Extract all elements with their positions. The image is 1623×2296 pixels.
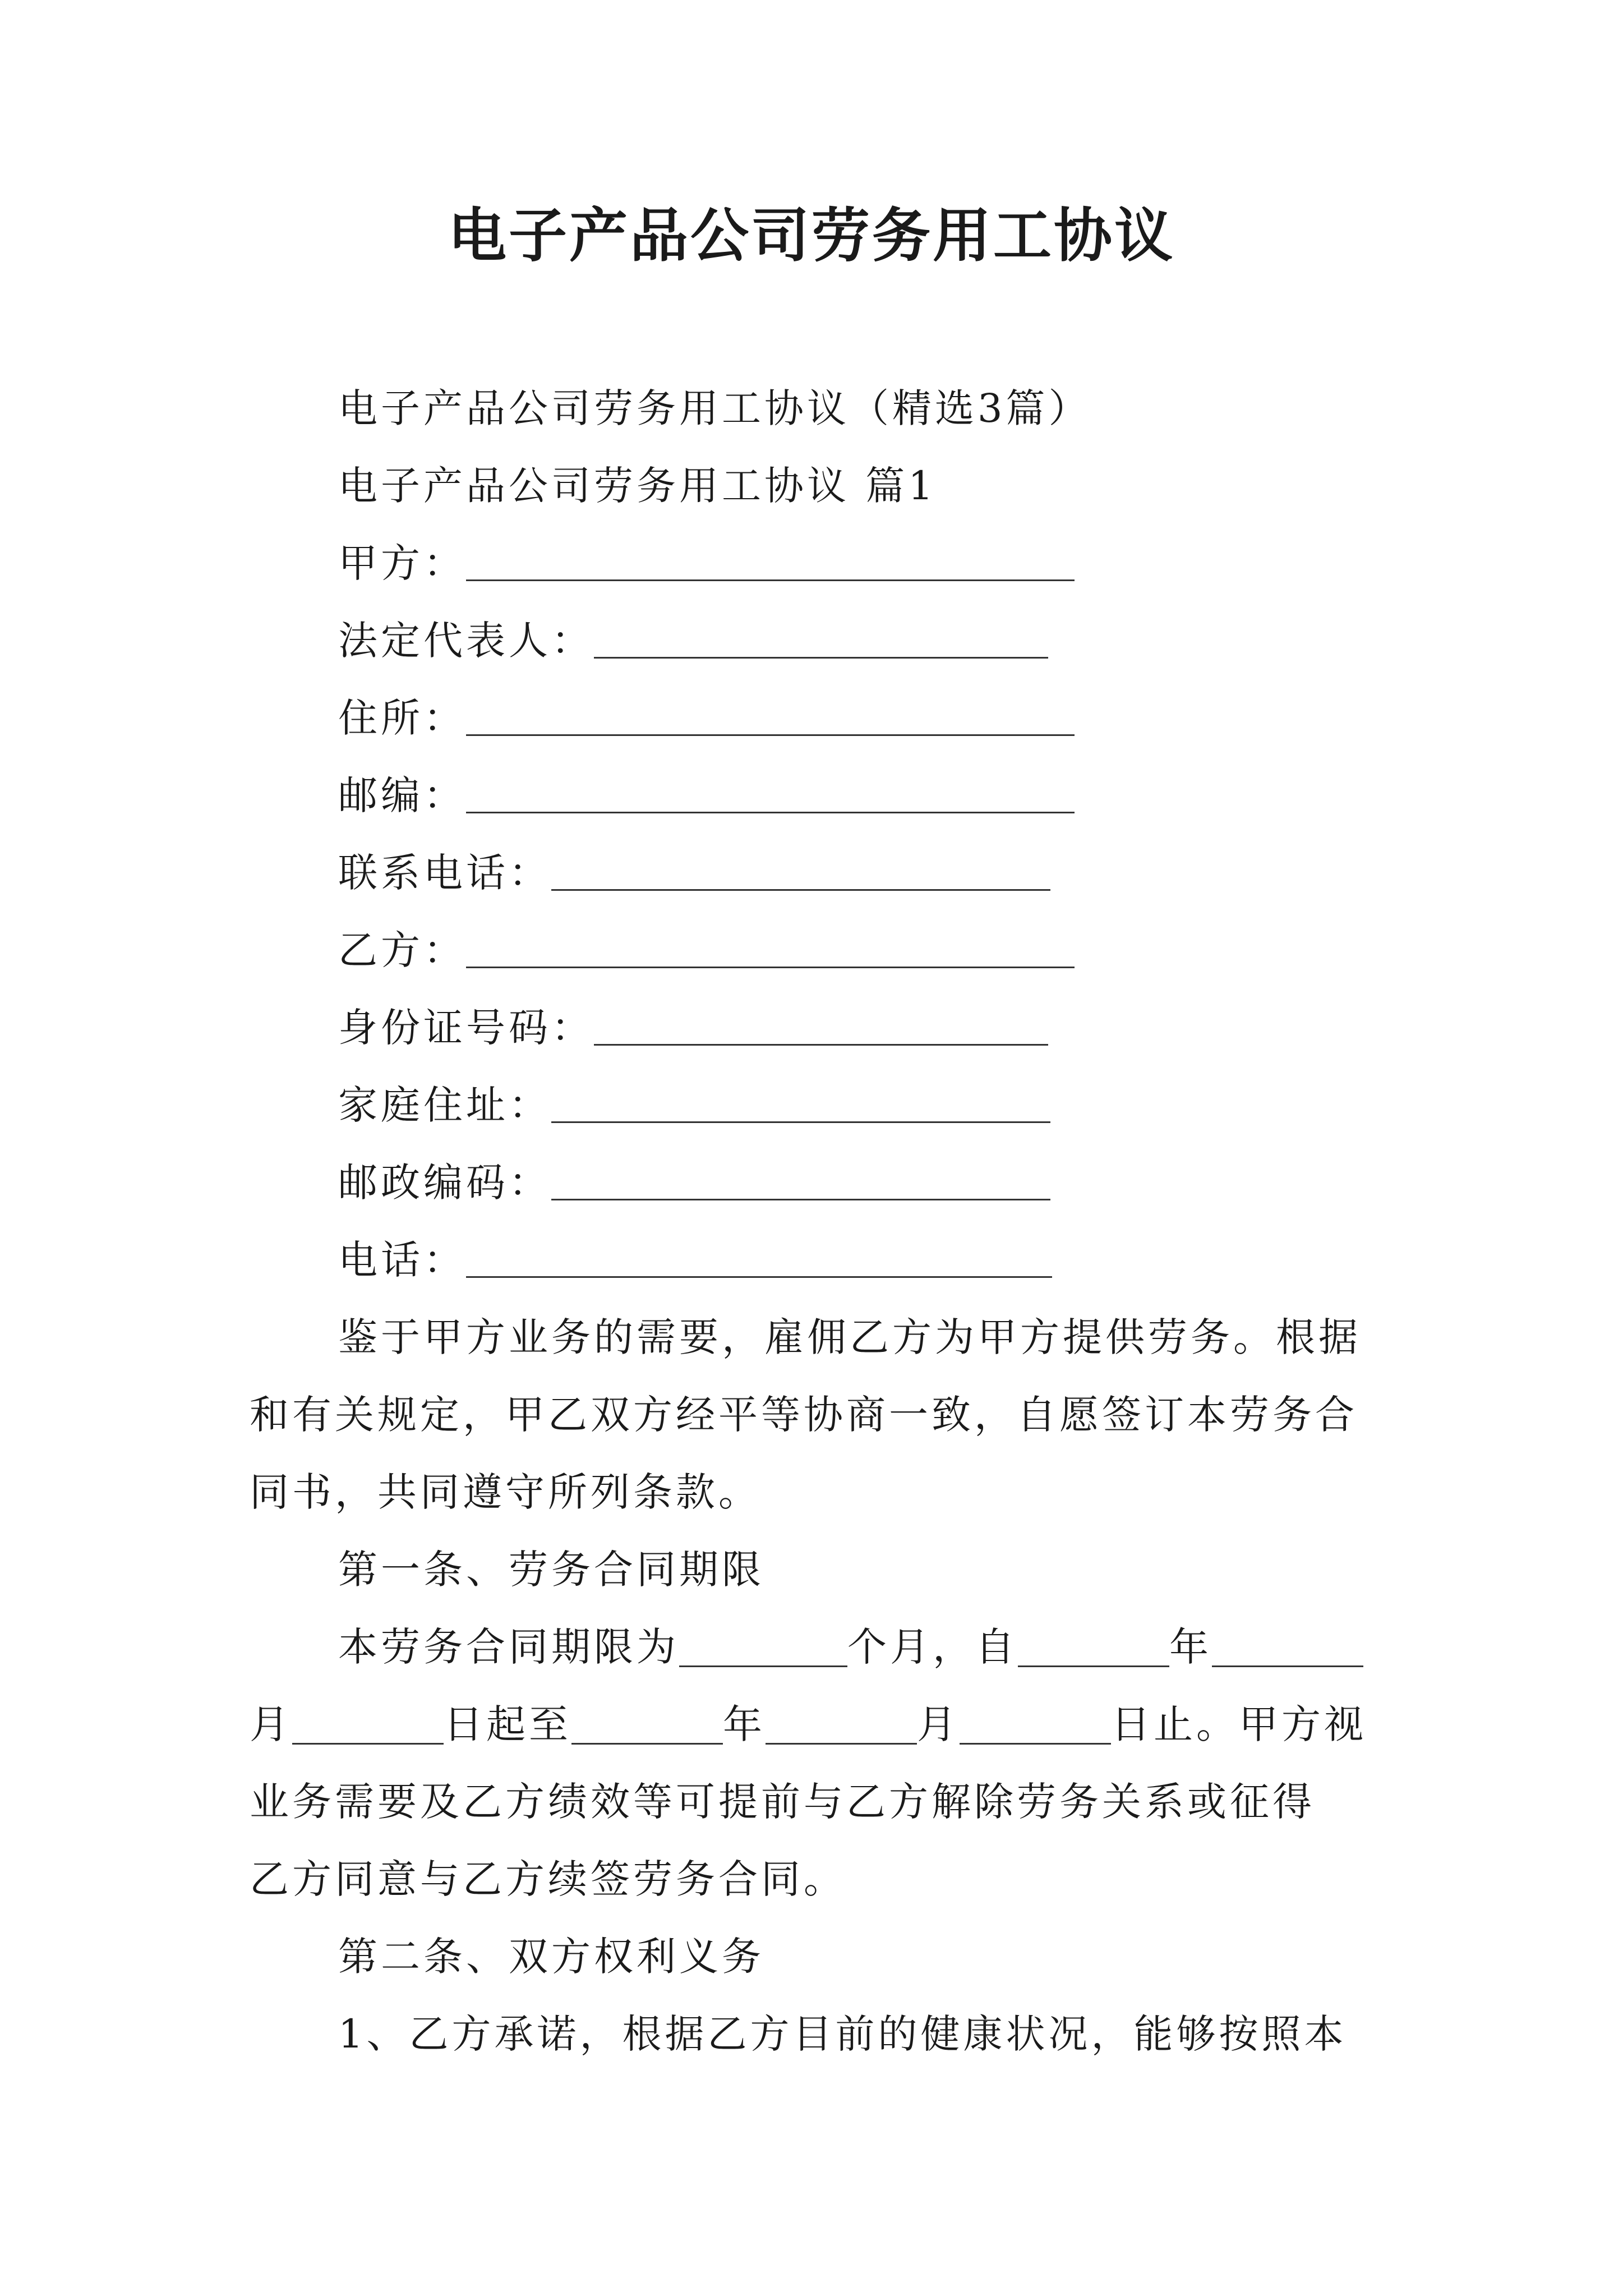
document-title: 电子产品公司劳务用工协议 [448,201,1175,270]
field-party-b [338,922,1075,978]
legal-rep-blank[interactable] [594,618,1048,659]
field-postal-code [338,1154,1050,1211]
field-label: 法定代表人： [338,618,594,664]
postal-code-blank[interactable] [551,1159,1050,1200]
field-label: 身份证号码： [338,1005,594,1051]
start-month-blank[interactable] [1212,1628,1363,1667]
end-day-blank[interactable] [960,1706,1111,1745]
party-a-blank[interactable] [466,540,1075,581]
field-home-address [338,1077,1050,1133]
field-legal-rep [338,613,1048,669]
text-span: 月 [917,1701,960,1747]
party-b-blank[interactable] [466,927,1075,968]
field-label: 家庭住址： [338,1082,551,1128]
article-2-heading: 第二条、双方权利义务 [338,1934,764,1980]
field-party-a [338,535,1075,591]
field-label: 甲方： [338,540,466,586]
article-1-line-2 [250,1696,1367,1752]
field-residence [338,690,1075,746]
field-label: 乙方： [338,927,466,973]
text-span: 月 [250,1701,292,1747]
text-span: 本劳务合同期限为 [338,1624,679,1670]
field-phone [338,1232,1052,1288]
text-span: 日止。甲方视 [1111,1701,1367,1747]
field-postcode [338,767,1075,823]
field-id-number [338,1000,1048,1056]
preamble-line-2: 和有关规定，甲乙双方经平等协商一致，自愿签订本劳务合 [250,1392,1358,1438]
text-span: 日起至 [444,1701,571,1747]
article-2-line-1: 1、乙方承诺，根据乙方目前的健康状况，能够按照本 [338,2011,1347,2057]
article-1-line-3: 业务需要及乙方绩效等可提前与乙方解除劳务关系或征得 [250,1779,1315,1825]
preamble-line-1: 鉴于甲方业务的需要，雇佣乙方为甲方提供劳务。根据 [338,1314,1361,1360]
text-span: 年 [723,1701,766,1747]
article-1-line-1 [338,1619,1363,1675]
postcode-blank[interactable] [466,772,1075,813]
field-label: 住所： [338,695,466,741]
article-1-line-4: 乙方同意与乙方续签劳务合同。 [250,1856,846,1902]
home-address-blank[interactable] [551,1082,1050,1123]
field-contact-phone [338,845,1050,901]
field-label: 邮编： [338,772,466,818]
preamble-line-3: 同书，共同遵守所列条款。 [250,1469,761,1515]
article-1-heading: 第一条、劳务合同期限 [338,1547,764,1593]
contact-phone-blank[interactable] [551,850,1050,891]
field-label: 电话： [338,1237,466,1283]
end-month-blank[interactable] [766,1706,917,1745]
id-number-blank[interactable] [594,1005,1048,1046]
start-year-blank[interactable] [1018,1628,1169,1667]
document-subtitle: 电子产品公司劳务用工协议（精选3篇） [338,385,1091,431]
months-blank[interactable] [679,1628,847,1667]
end-year-blank[interactable] [571,1706,723,1745]
text-span: 年 [1169,1624,1212,1670]
residence-blank[interactable] [466,695,1075,736]
phone-blank[interactable] [466,1237,1052,1278]
field-label: 邮政编码： [338,1159,551,1205]
field-label: 联系电话： [338,850,551,896]
start-day-blank[interactable] [292,1706,444,1745]
section-heading: 电子产品公司劳务用工协议 篇1 [338,463,937,509]
text-span: 个月，自 [847,1624,1018,1670]
